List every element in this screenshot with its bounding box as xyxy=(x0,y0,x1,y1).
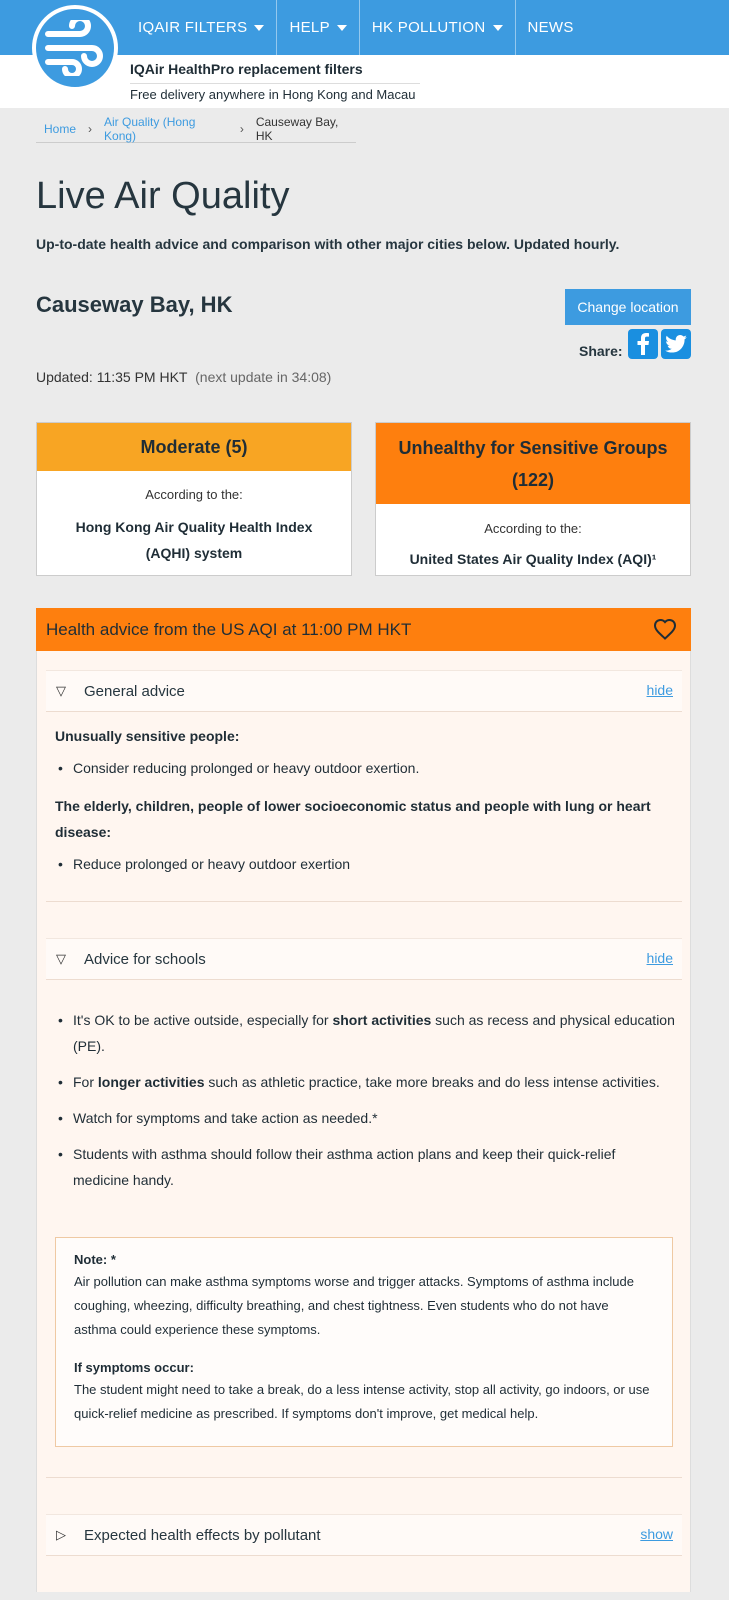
change-location-button[interactable]: Change location xyxy=(565,289,691,325)
list-item xyxy=(55,1069,675,1095)
share-label: Share: xyxy=(579,343,623,359)
health-effects-header[interactable] xyxy=(46,1514,682,1556)
schools-advice-hide-link[interactable]: hide xyxy=(646,950,673,966)
health-effects-title: Expected health effects by pollutant xyxy=(84,1526,321,1544)
nav-item-iqair-filters[interactable] xyxy=(126,0,277,55)
text-segment: such as athletic practice, take more breaks and do less intense activities. xyxy=(204,1074,660,1090)
list-item: • Watch for symptoms and take action as needed.* xyxy=(55,1105,675,1131)
caret-down-icon xyxy=(493,25,503,31)
general-advice-title: General advice xyxy=(84,682,185,700)
breadcrumb-current: Causeway Bay, HK xyxy=(255,114,339,143)
note-title: Note: * xyxy=(74,1252,116,1267)
aqhi-system-line: (AQHI) system xyxy=(145,545,243,561)
schools-advice-list xyxy=(55,1007,675,1203)
promo-subtitle: Free delivery anywhere in Hong Kong and Macau xyxy=(130,87,416,102)
bold-text: short activities xyxy=(332,1012,432,1028)
note-text: Air pollution can make asthma symptoms worse and trigger attacks. Symptoms of asthma include coughing, wheezing, difficulty breathing, and chest tightness. Even students who do not have asthma could experience these symptoms. xyxy=(74,1274,634,1337)
aqhi-system-name xyxy=(37,514,351,566)
text-segment: such as recess and physical education (PE). xyxy=(73,1012,675,1054)
nav-item-label: HELP xyxy=(289,19,330,36)
health-effects-show-link[interactable]: show xyxy=(640,1526,673,1542)
schools-advice-header[interactable] xyxy=(46,938,682,980)
nav-item-hk-pollution[interactable] xyxy=(360,0,516,55)
breadcrumb xyxy=(36,115,356,143)
aqhi-system-line: Hong Kong Air Quality Health Index xyxy=(75,519,313,535)
text-segment: It's OK to be active outside, especially for xyxy=(73,1012,333,1028)
city-name: Causeway Bay, HK xyxy=(36,292,233,317)
nav-item-label: HK POLLUTION xyxy=(371,19,486,36)
facebook-share-icon[interactable] xyxy=(628,329,658,359)
breadcrumb-separator: › xyxy=(239,121,244,136)
breadcrumb-separator: › xyxy=(88,121,93,136)
list-item: • Reduce prolonged or heavy outdoor exertion xyxy=(55,851,675,877)
advice-group-label: The elderly, children, people of lower socioeconomic status and people with lung or heart disease: xyxy=(55,798,651,840)
us-aqi-system-name: United States Air Quality Index (AQI)¹ xyxy=(409,551,657,567)
expand-triangle-icon: ▷ xyxy=(56,1527,66,1542)
breadcrumb-section-link[interactable]: Air Quality (Hong Kong) xyxy=(104,114,196,143)
aqhi-level: Moderate (5) xyxy=(37,423,351,471)
collapse-triangle-icon: ▽ xyxy=(56,951,66,966)
collapse-triangle-icon: ▽ xyxy=(56,683,66,698)
facebook-glyph-icon xyxy=(633,333,653,355)
general-advice-content xyxy=(55,723,675,877)
twitter-bird-icon xyxy=(665,335,687,353)
us-aqi-according-label: According to the: xyxy=(484,521,582,536)
section-divider xyxy=(46,901,682,902)
nav-item-label: IQAIR FILTERS xyxy=(138,19,248,36)
general-advice-hide-link[interactable]: hide xyxy=(646,682,673,698)
advice-group-label: Unusually sensitive people: xyxy=(55,728,240,744)
caret-down-icon xyxy=(337,25,347,31)
nav-item-help[interactable] xyxy=(277,0,359,55)
heart-favorite-icon[interactable] xyxy=(653,618,677,645)
breadcrumb-home-link[interactable]: Home xyxy=(44,121,77,136)
list-item: • Students with asthma should follow their asthma action plans and keep their quick-relief medicine handy. xyxy=(55,1141,675,1193)
promo-title[interactable]: IQAir HealthPro replacement filters xyxy=(130,61,420,84)
list-item xyxy=(55,1007,675,1059)
updated-time: Updated: 11:35 PM HKT xyxy=(36,369,188,385)
health-advice-body xyxy=(36,651,691,1592)
list-item: • Consider reducing prolonged or heavy outdoor exertion. xyxy=(55,755,675,781)
update-status xyxy=(36,369,331,385)
bold-text: longer activities xyxy=(97,1074,205,1090)
page-subtitle: Up-to-date health advice and comparison with other major cities below. Updated hourly. xyxy=(36,236,620,252)
caret-down-icon xyxy=(254,25,264,31)
nav-item-label: NEWS xyxy=(527,19,574,36)
health-advice-title: Health advice from the US AQI at 11:00 PM HKT xyxy=(46,619,412,639)
logo[interactable] xyxy=(32,5,118,91)
us-aqi-category: Unhealthy for Sensitive Groups xyxy=(398,438,668,458)
aqhi-card xyxy=(36,422,352,576)
next-update-countdown: (next update in 34:08) xyxy=(195,369,332,385)
text-segment: For xyxy=(73,1074,98,1090)
schools-advice-title: Advice for schools xyxy=(84,950,206,968)
general-advice-header[interactable] xyxy=(46,670,682,712)
nav-item-news[interactable] xyxy=(516,0,586,55)
asthma-note-box xyxy=(55,1237,673,1447)
health-advice-header xyxy=(36,608,691,651)
nav-menu xyxy=(126,0,586,55)
aqhi-according-label: According to the: xyxy=(145,487,243,502)
us-aqi-card xyxy=(375,422,691,576)
page-title: Live Air Quality xyxy=(36,175,290,217)
us-aqi-value: (122) xyxy=(511,470,555,490)
twitter-share-icon[interactable] xyxy=(661,329,691,359)
symptoms-text: The student might need to take a break, do a less intense activity, stop all activity, go indoors, or use quick-relief medicine as prescribed. If symptoms don't improve, get medical help. xyxy=(74,1382,650,1421)
symptoms-title: If symptoms occur: xyxy=(74,1360,194,1375)
us-aqi-level xyxy=(376,423,690,504)
section-divider xyxy=(46,1477,682,1478)
wind-logo-icon xyxy=(44,20,106,76)
